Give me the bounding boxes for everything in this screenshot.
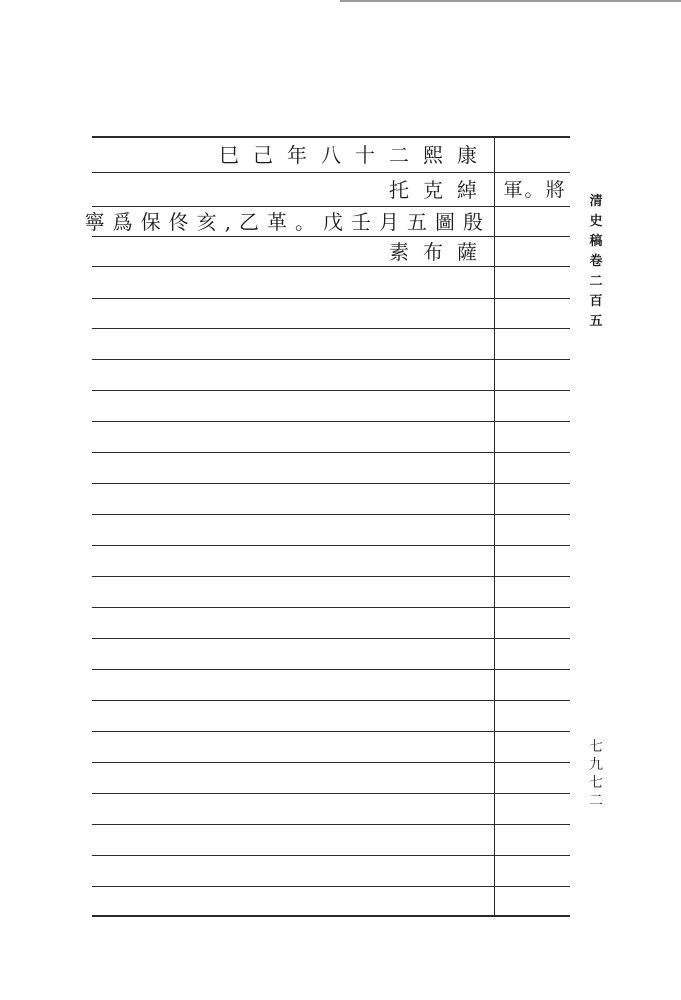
row-rule	[92, 328, 570, 329]
row-rule	[92, 172, 570, 173]
row-rule	[92, 452, 570, 453]
row-1-name: 托克綽	[389, 178, 491, 202]
row-3-rank	[500, 237, 570, 267]
row-rule	[92, 390, 570, 391]
row-rule	[92, 824, 570, 825]
row-rule	[92, 855, 570, 856]
row-rule	[92, 545, 570, 546]
row-1-rank: 軍。將	[503, 179, 567, 201]
column-divider	[494, 136, 495, 916]
row-rule	[92, 762, 570, 763]
row-3-name: 素布薩	[389, 240, 491, 264]
row-rule	[92, 576, 570, 577]
page-number-text: 七九七二	[589, 739, 603, 809]
row-rule	[92, 793, 570, 794]
table-bottom-rule	[92, 915, 570, 917]
row-rule	[92, 669, 570, 670]
year-row-text: 巳己年八十二熙康	[219, 143, 491, 167]
row-rule	[92, 731, 570, 732]
row-rule	[92, 638, 570, 639]
row-rule	[92, 298, 570, 299]
row-rule	[92, 700, 570, 701]
side-title	[586, 192, 606, 332]
side-title-text: 清史稿卷二百五	[589, 194, 603, 329]
row-rule	[92, 886, 570, 887]
row-2-name: 寧爲保佟亥,乙革。戊壬月五圖殷	[84, 210, 491, 234]
row-rule	[92, 514, 570, 515]
page-number	[586, 738, 606, 810]
row-2-rank	[500, 207, 570, 237]
row-rule	[92, 266, 570, 267]
row-rule	[92, 359, 570, 360]
row-rule	[92, 483, 570, 484]
table-top-rule	[92, 136, 570, 138]
row-rule	[92, 421, 570, 422]
row-rule	[92, 607, 570, 608]
